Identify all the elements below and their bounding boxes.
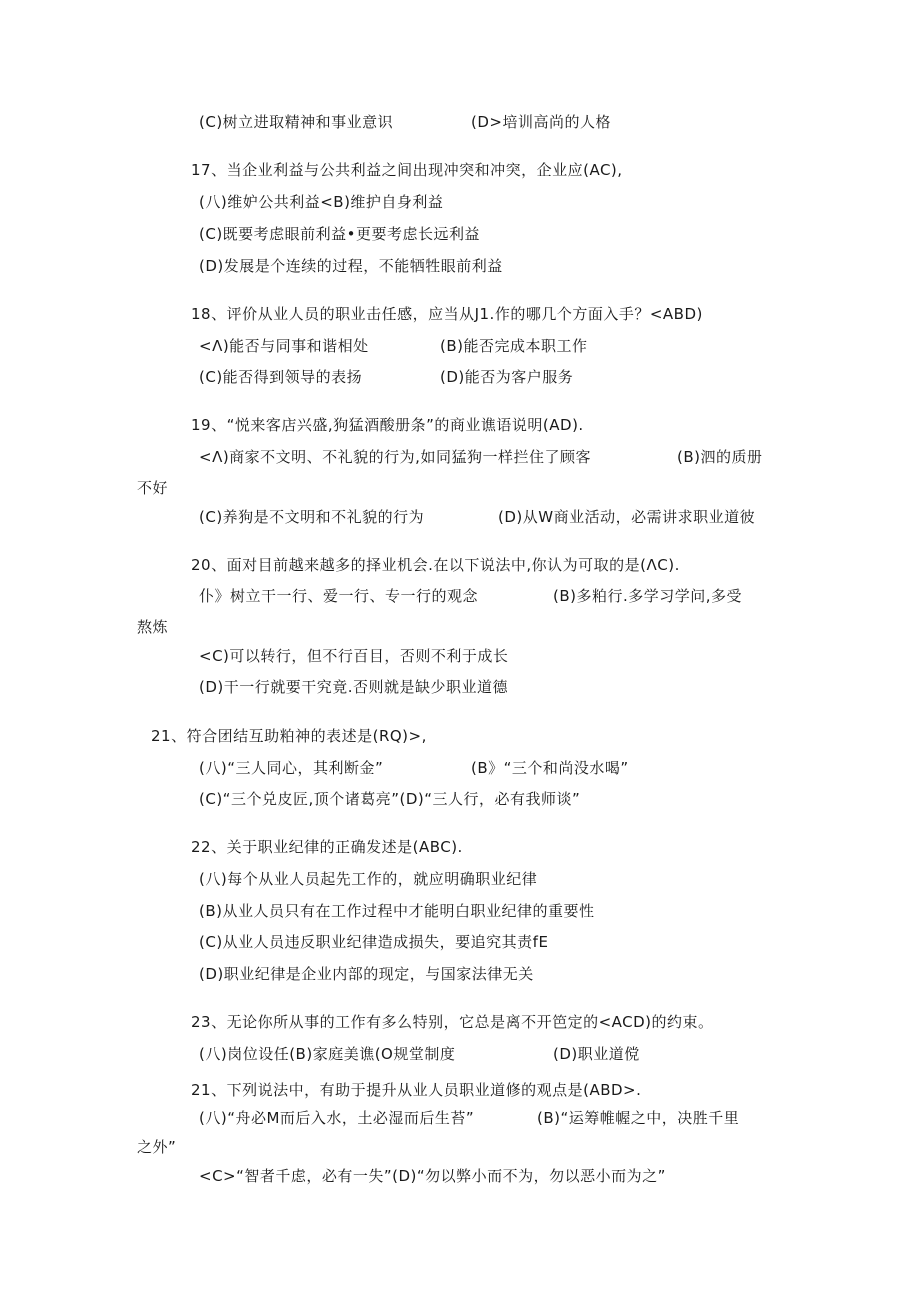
option-text: <C)可以转行，但不行百目，否则不利于成长 xyxy=(199,647,509,665)
option-text: (B)从业人员只有在工作过程中才能明白职业纪律的重要性 xyxy=(199,902,595,920)
option-text: (D)能否为客户服务 xyxy=(440,368,574,386)
option-text: (八)每个从业人员起先工作的，就应明确职业纪律 xyxy=(199,870,538,888)
option-text: 仆》树立干一行、爱一行、专一行的观念 xyxy=(199,587,479,605)
question-18: 18、评价从业人员的职业击任感，应当从J1.作的哪几个方面入手？<ABD) xyxy=(191,305,703,323)
option-text-wrap: 不好 xyxy=(137,479,169,497)
option-text: <C>“智者千虑，必有一失”(D)“勿以弊小而不为，勿以恶小而为之” xyxy=(199,1167,666,1185)
option-text: <Λ)能否与同事和谐相处 xyxy=(199,337,369,355)
option-text: (D>培训高尚的人格 xyxy=(471,113,611,131)
question-24: 21、下列说法中，有助于提升从业人员职业道修的观点是(ABD>. xyxy=(191,1081,642,1099)
option-text: <Λ)商家不文明、不礼貌的行为,如同猛狗一样拦住了顾客 xyxy=(199,448,591,466)
option-text: (C)养狗是不文明和不礼貌的行为 xyxy=(199,508,425,526)
option-text: (C)从业人员违反职业纪律造成损失，要追究其责fE xyxy=(199,933,549,951)
option-text: (C)树立进取精神和事业意识 xyxy=(199,113,394,131)
option-text-wrap: 之外” xyxy=(137,1138,177,1156)
option-text: (八)“舟必M而后入水，土必湿而后生苔” xyxy=(199,1109,475,1127)
option-text: (D)职业道傥 xyxy=(553,1045,640,1063)
option-text: (B)能否完成本职工作 xyxy=(440,337,588,355)
option-text: (B)“运筹帷幄之中，决胜千里 xyxy=(537,1109,740,1127)
question-22: 22、关于职业纪律的正确发述是(ABC). xyxy=(191,838,463,856)
option-text: (D)发展是个连续的过程，不能牺牲眼前利益 xyxy=(199,257,503,275)
option-text: (D)职业纪律是企业内部的现定，与国家法律无关 xyxy=(199,965,534,983)
option-text: (B》“三个和尚没水喝” xyxy=(471,759,629,777)
option-text: (八)岗位设任(B)家庭美谯(O规堂制度 xyxy=(199,1045,456,1063)
option-text: (八)“三人同心，其利断金” xyxy=(199,759,384,777)
option-text: (B)多粕行.多学习学问,多受 xyxy=(553,587,743,605)
option-text: (C)能否得到领导的表扬 xyxy=(199,368,363,386)
option-text: (D)从W商业活动，必需讲求职业道彼 xyxy=(498,508,756,526)
option-text: (C)既要考虑眼前利益•更要考虑长远利益 xyxy=(199,225,481,243)
question-20: 20、面对目前越来越多的择业机会.在以下说法中,你认为可取的是(ΛC). xyxy=(191,556,680,574)
question-21: 21、符合团结互助粕神的表述是(RQ)>, xyxy=(151,727,427,745)
option-text: (八)维妒公共利益<B)维护自身利益 xyxy=(199,193,444,211)
question-17: 17、当企业利益与公共利益之间出现冲突和冲突，企业应(AC), xyxy=(191,161,623,179)
option-text: (C)“三个兑皮匠,顶个诸葛亮”(D)“三人行，必有我师谈” xyxy=(199,790,581,808)
question-19: 19、“悦来客店兴盛,狗猛酒酸册条”的商业谯语说明(AD). xyxy=(191,416,584,434)
question-23: 23、无论你所从事的工作有多么特别，它总是离不开笆定的<ACD)的约束。 xyxy=(191,1013,714,1031)
option-text: (D)干一行就要干究竟.否则就是缺少职业道德 xyxy=(199,678,509,696)
option-text-wrap: 熬炼 xyxy=(137,618,169,636)
option-text: (B)泗的质册 xyxy=(677,448,763,466)
